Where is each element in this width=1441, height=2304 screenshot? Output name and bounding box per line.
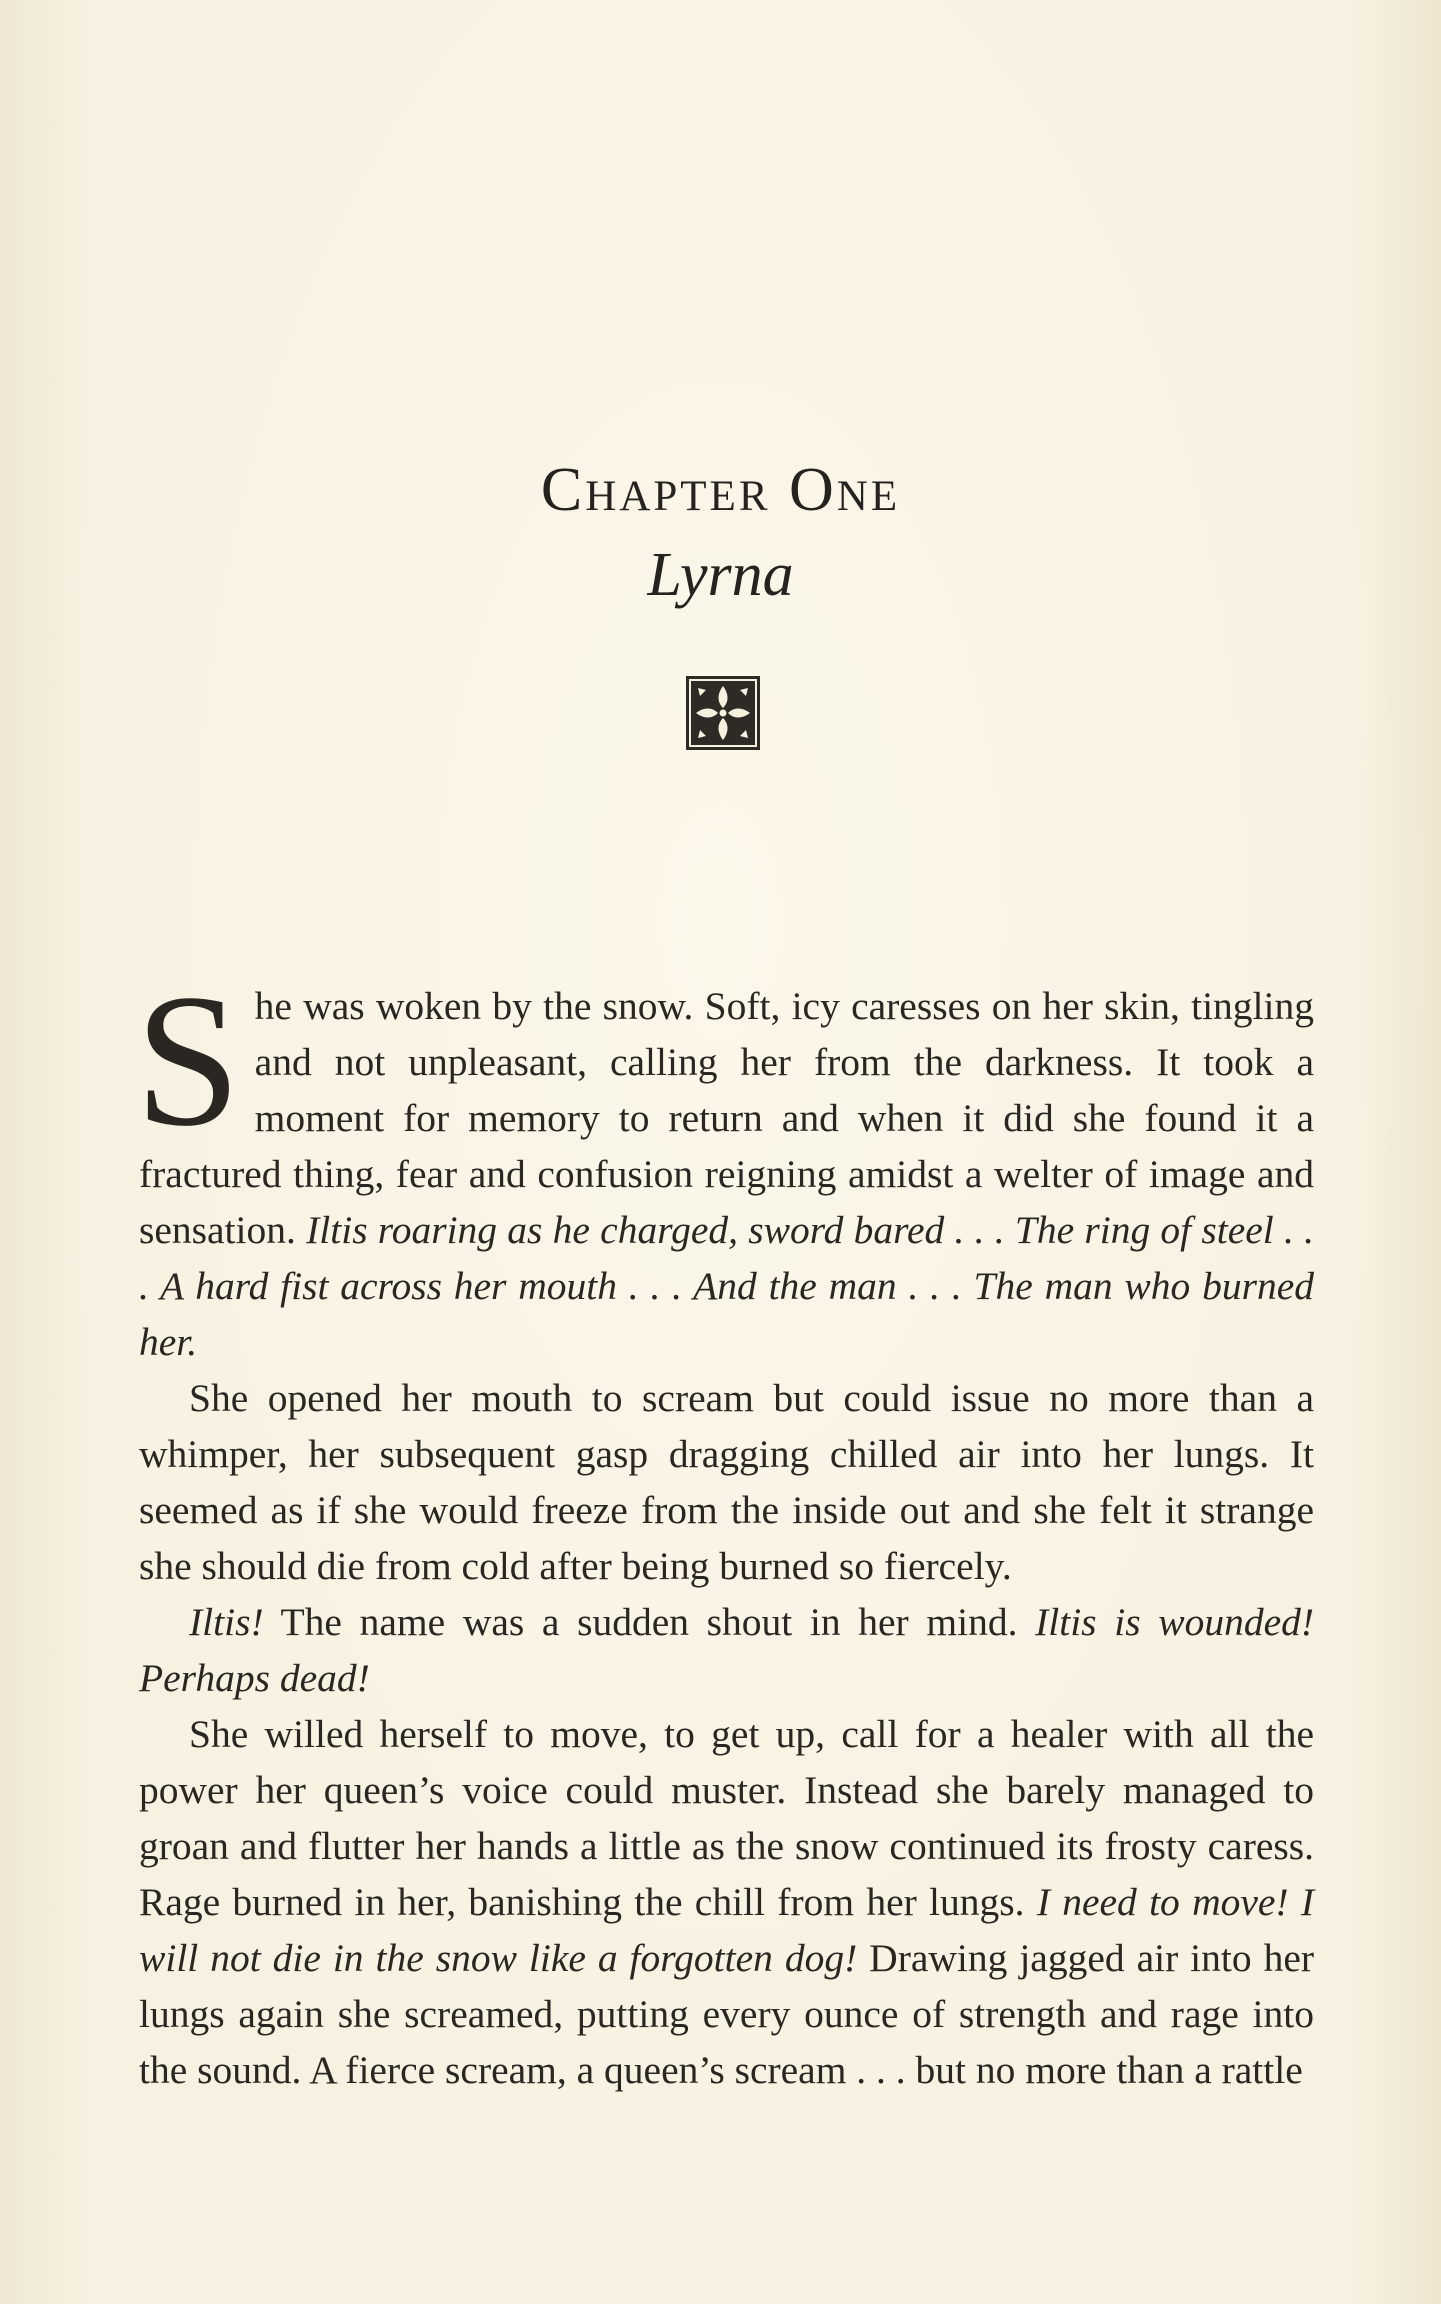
paragraph: She opened her mouth to scream but could issue no more than a whimper, her subsequent gasp dragging chilled air into her lungs. It seemed as if she would freeze from the inside out and she felt it strange she should die from cold after being burned so fiercely. (139, 1376, 1314, 1588)
paragraph-text: Drawing jagged air into her lungs again she screamed, putting every ounce of strength and rage into the sound. A fierce scream, a queen’s scream . . . but no more than a rattle (139, 1936, 1314, 2092)
paragraph-text: The name was a sudden shout in her mind. (263, 1600, 1036, 1644)
fleuron-ornament-icon (686, 676, 760, 750)
italic-memory-text: Iltis roaring as he charged, sword bared . . . The ring of steel . . . A hard fist across her mouth . . . And the man . . . The man who burned her. (139, 1208, 1314, 1364)
italic-thought-text: Iltis is wounded! Perhaps dead! (139, 1600, 1314, 1700)
italic-thought-text: I need to move! I will not die in the snow like a forgotten dog! (139, 1880, 1315, 1980)
paragraph-text: She willed herself to move, to get up, call for a healer with all the power her queen’s voice could muster. Instead she barely managed to groan and flutter her hands a little as the snow continued its frosty caress. Rage burned in her, banishing the chill from her lungs. (139, 1712, 1314, 1924)
paragraph-text: he was woken by the snow. Soft, icy caresses on her skin, tingling and not unpleasant, calling her from the darkness. It took a moment for memory to return and when it did she found it a fractured thing, fear and confusion reigning amidst a welter of image and sensation. (139, 984, 1314, 1252)
paragraph (139, 1594, 1314, 1706)
paragraph (135, 956, 1314, 1370)
chapter-heading: Chapter One (540, 456, 901, 524)
drop-cap: S (135, 956, 241, 1166)
italic-thought-text: Iltis! (189, 1600, 264, 1644)
paragraph (139, 1706, 1314, 2098)
chapter-subtitle: Lyrna (647, 541, 794, 609)
body-text (135, 956, 1315, 2098)
